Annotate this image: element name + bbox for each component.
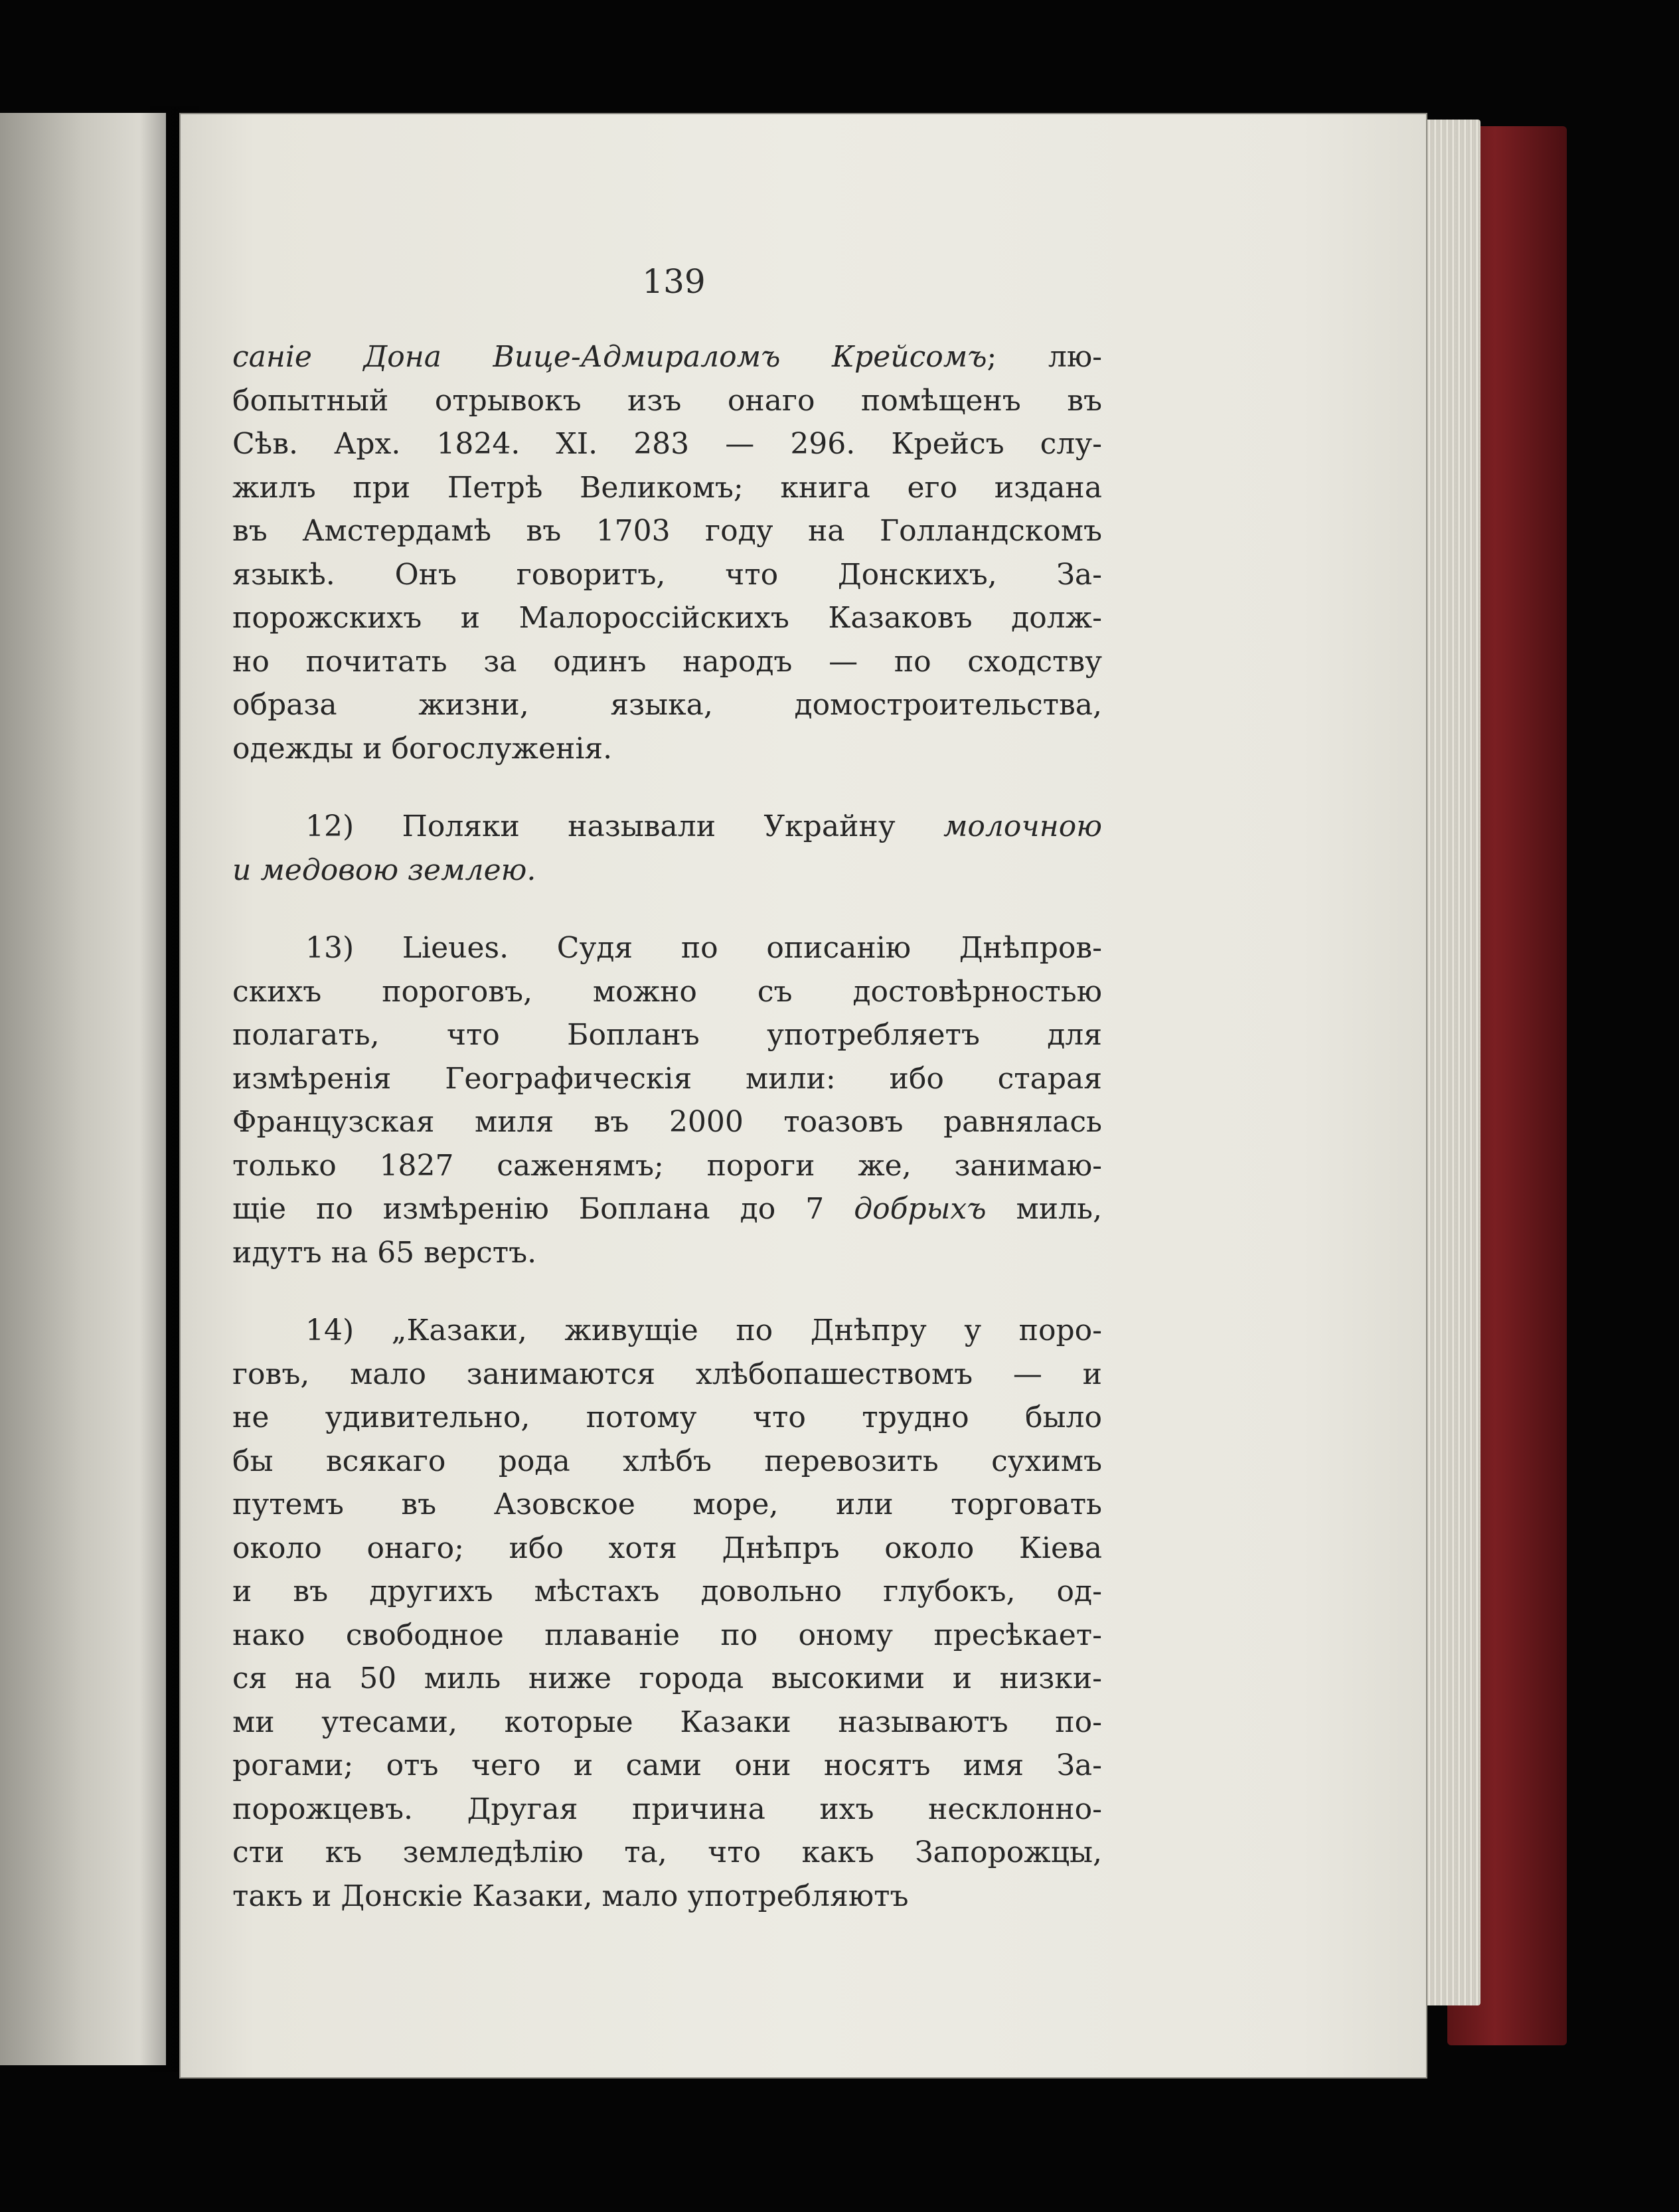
text-segment: бопытный отрывокъ изъ онаго помѣщенъ въ	[232, 383, 1102, 418]
text-line	[232, 1831, 1102, 1875]
paragraph-gap	[232, 770, 1102, 805]
text-line	[232, 1440, 1102, 1484]
text-line	[232, 1353, 1102, 1397]
text-line	[232, 596, 1102, 640]
text-segment: языкѣ. Онъ говоритъ, что Донскихъ, За-	[232, 557, 1102, 592]
text-line	[232, 1013, 1102, 1057]
text-segment: щіе по измѣренію Боплана до 7	[232, 1192, 854, 1226]
text-line	[232, 1788, 1102, 1831]
text-segment: жилъ при Петрѣ Великомъ; книга его издана	[232, 470, 1102, 505]
text-segment: миль,	[986, 1192, 1102, 1226]
text-segment: измѣренія Географическія мили: ибо старая	[232, 1061, 1102, 1096]
text-segment: 13) Lieues. Судя по описанію Днѣпров-	[305, 931, 1102, 965]
text-line	[232, 1657, 1102, 1701]
text-line	[232, 683, 1102, 727]
text-segment: полагать, что Бопланъ употребляетъ для	[232, 1018, 1102, 1052]
text-line	[232, 1527, 1102, 1571]
text-segment: и въ другихъ мѣстахъ довольно глубокъ, од-	[232, 1574, 1102, 1608]
text-segment: но почитать за одинъ народъ — по сходству	[232, 644, 1102, 679]
text-segment: въ Амстердамѣ въ 1703 году на Голландскомъ	[232, 514, 1102, 548]
text-line	[232, 1100, 1102, 1144]
text-line	[232, 1744, 1102, 1788]
page-text	[232, 335, 1102, 1918]
text-line	[232, 553, 1102, 597]
text-line	[232, 509, 1102, 553]
text-line	[232, 1396, 1102, 1440]
text-segment: скихъ пороговъ, можно съ достовѣрностью	[232, 974, 1102, 1009]
text-segment: порожскихъ и Малороссійскихъ Казаковъ долж-	[232, 601, 1102, 635]
text-line	[232, 970, 1102, 1014]
text-line	[232, 640, 1102, 684]
text-line	[232, 422, 1102, 466]
text-line	[232, 1701, 1102, 1744]
text-line	[232, 1187, 1102, 1231]
text-segment: добрыхъ	[854, 1192, 987, 1226]
text-segment: путемъ въ Азовское море, или торговать	[232, 1488, 1102, 1521]
text-segment: около онаго; ибо хотя Днѣпръ около Кіева	[232, 1531, 1102, 1565]
text-segment: только 1827 саженямъ; пороги же, занимаю-	[232, 1148, 1102, 1183]
text-line	[232, 1144, 1102, 1188]
text-segment: 12) Поляки называли Украйну	[305, 809, 943, 843]
text-line	[232, 1309, 1102, 1353]
text-segment: молочною	[943, 809, 1102, 843]
page-number: 139	[642, 262, 706, 301]
paragraph-gap	[232, 892, 1102, 926]
text-segment: и медовою землею.	[232, 853, 536, 887]
paragraph-gap	[232, 1274, 1102, 1309]
text-segment: нако свободное плаваніе по оному пресѣкает-	[232, 1618, 1102, 1652]
text-segment: не удивительно, потому что трудно было	[232, 1401, 1102, 1434]
text-segment: идутъ на 65 верстъ.	[232, 1235, 537, 1270]
text-line	[232, 926, 1102, 970]
text-segment: рогами; отъ чего и сами они носятъ имя За-	[232, 1748, 1102, 1782]
text-segment: одежды и богослуженія.	[232, 731, 613, 766]
text-segment: саніе Дона Вице-Адмираломъ Крейсомъ	[232, 340, 987, 374]
text-segment: бы всякаго рода хлѣбъ перевозить сухимъ	[232, 1444, 1102, 1478]
text-segment: 14) „Казаки, живущіе по Днѣпру у поро-	[305, 1314, 1102, 1347]
text-line	[232, 335, 1102, 379]
text-segment: такъ и Донскіе Казаки, мало употребляютъ	[232, 1879, 909, 1913]
text-segment: ми утесами, которые Казаки называютъ по-	[232, 1705, 1102, 1739]
text-line	[232, 727, 1102, 771]
text-segment: Французская миля въ 2000 тоазовъ равнялась	[232, 1105, 1102, 1139]
text-segment: ; лю-	[987, 340, 1102, 374]
text-line	[232, 849, 1102, 893]
text-line	[232, 1483, 1102, 1527]
text-line	[232, 1875, 1102, 1918]
text-line	[232, 1570, 1102, 1614]
text-segment: образа жизни, языка, домостроительства,	[232, 688, 1102, 722]
text-line	[232, 1614, 1102, 1658]
text-line	[232, 1231, 1102, 1275]
text-segment: сти къ земледѣлію та, что какъ Запорожцы,	[232, 1835, 1102, 1869]
text-segment: Сѣв. Арх. 1824. XI. 283 — 296. Крейсъ слу-	[232, 427, 1102, 461]
text-segment: говъ, мало занимаются хлѣбопашествомъ — и	[232, 1357, 1102, 1391]
text-line	[232, 379, 1102, 423]
text-segment: ся на 50 миль ниже города высокими и низки-	[232, 1661, 1102, 1695]
text-line	[232, 1057, 1102, 1101]
text-segment: порожцевъ. Другая причина ихъ несклонно-	[232, 1792, 1102, 1826]
text-line	[232, 466, 1102, 510]
text-line	[232, 805, 1102, 849]
